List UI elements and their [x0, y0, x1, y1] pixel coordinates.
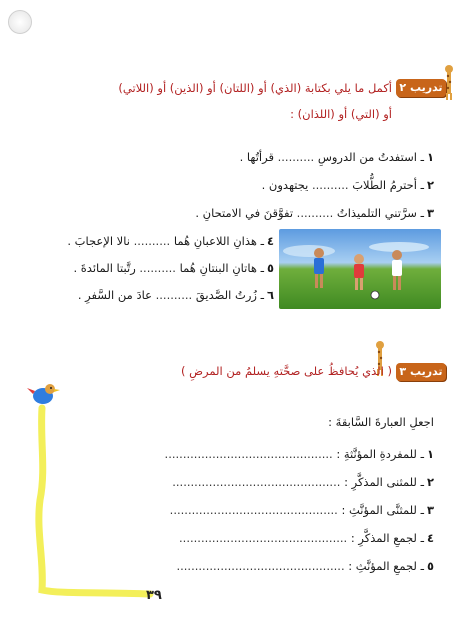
item-blank: .............................................. [176, 559, 345, 573]
item-before: ـ أحترمُ الطُّلابَ [352, 178, 424, 192]
item-blank: .............................................. [164, 447, 333, 461]
item-number: ٥ [266, 261, 274, 275]
exercise2-instruction-line1: أكمل ما يلي بكتابة (الذي) أو (اللتان) أو (الذين) أو (اللاتي) [118, 81, 392, 95]
item-number: ٣ [426, 206, 434, 220]
item-after: تفوَّقنَ في الامتحانِ . [195, 206, 294, 220]
giraffe-icon [441, 64, 457, 100]
item-after: قرأتُها . [239, 150, 274, 164]
item-before: ـ سرَّتني التلميذاتُ [336, 206, 424, 220]
item-number: ٥ [426, 559, 434, 573]
exercise2-item-6 [78, 288, 274, 302]
bird-icon [26, 378, 60, 408]
item-label: ـ للمثنَّى المؤنَّثِ : [341, 503, 424, 517]
item-number: ٢ [426, 475, 434, 489]
item-label: ـ لجمعِ المؤنَّثِ : [348, 559, 424, 573]
exercise3-item-1 [165, 447, 434, 461]
exercise2-item-2 [262, 178, 434, 192]
exercise2-item-3 [195, 206, 434, 220]
item-after: نالا الإعجابَ . [67, 234, 130, 248]
exercise3-sentence: ( الذي يُحافظُ على صحَّتهِ يسلمُ من المرضِ ) [180, 364, 392, 378]
football-players-illustration [279, 229, 441, 309]
item-before: ـ هاتانِ البنتانِ هُما [179, 261, 264, 275]
exercise3-item-4 [179, 531, 434, 545]
page-corner-icon [8, 10, 32, 34]
item-blank: .............................................. [172, 475, 341, 489]
item-number: ١ [426, 447, 434, 461]
item-after: رتَّبتا المائدةَ . [73, 261, 136, 275]
exercise2-item-1 [240, 150, 434, 164]
item-after: عادَ من السَّفرِ . [77, 288, 152, 302]
item-number: ٤ [426, 531, 434, 545]
item-blank: .............................................. [179, 531, 348, 545]
item-before: ـ هذانِ اللاعبانِ هُما [173, 234, 264, 248]
exercise3-item-2 [172, 475, 434, 489]
item-blank: .............................................. [169, 503, 338, 517]
item-number: ٦ [266, 288, 274, 302]
exercise3-instruction: اجعلِ العبارةَ السَّابقةَ : [328, 415, 434, 429]
page-number: ٣٩ [146, 588, 162, 603]
item-blank: .......... [296, 206, 334, 220]
item-before: ـ استفدتُ من الدروسِ [317, 150, 424, 164]
item-blank: .......... [277, 150, 315, 164]
item-blank: .......... [139, 261, 176, 275]
decorative-doodle [0, 380, 200, 620]
exercise3-badge: تدريب ٣ [396, 363, 446, 381]
item-number: ١ [426, 150, 434, 164]
item-blank: .......... [312, 178, 349, 192]
exercise2-badge: تدريب ٢ [396, 79, 446, 97]
item-label: ـ للمثنى المذكَّرِ : [344, 475, 424, 489]
item-label: ـ لجمعِ المذكَّرِ : [350, 531, 424, 545]
exercise2-item-4 [67, 234, 274, 248]
item-after: يجتهدون . [261, 178, 309, 192]
item-blank: .......... [155, 288, 193, 302]
football-photo [279, 229, 441, 309]
item-before: ـ زُرتُ الصَّديقَ [195, 288, 264, 302]
exercise3-item-5 [176, 559, 434, 573]
exercise2-instruction-line2: أو (التي) أو (اللذان) : [290, 107, 392, 121]
item-number: ٤ [266, 234, 274, 248]
item-number: ٣ [426, 503, 434, 517]
exercise2-item-5 [73, 261, 274, 275]
item-blank: .......... [133, 234, 171, 248]
item-label: ـ للمفردةِ المؤنَّثةِ : [336, 447, 424, 461]
item-number: ٢ [426, 178, 434, 192]
exercise3-item-3 [170, 503, 434, 517]
